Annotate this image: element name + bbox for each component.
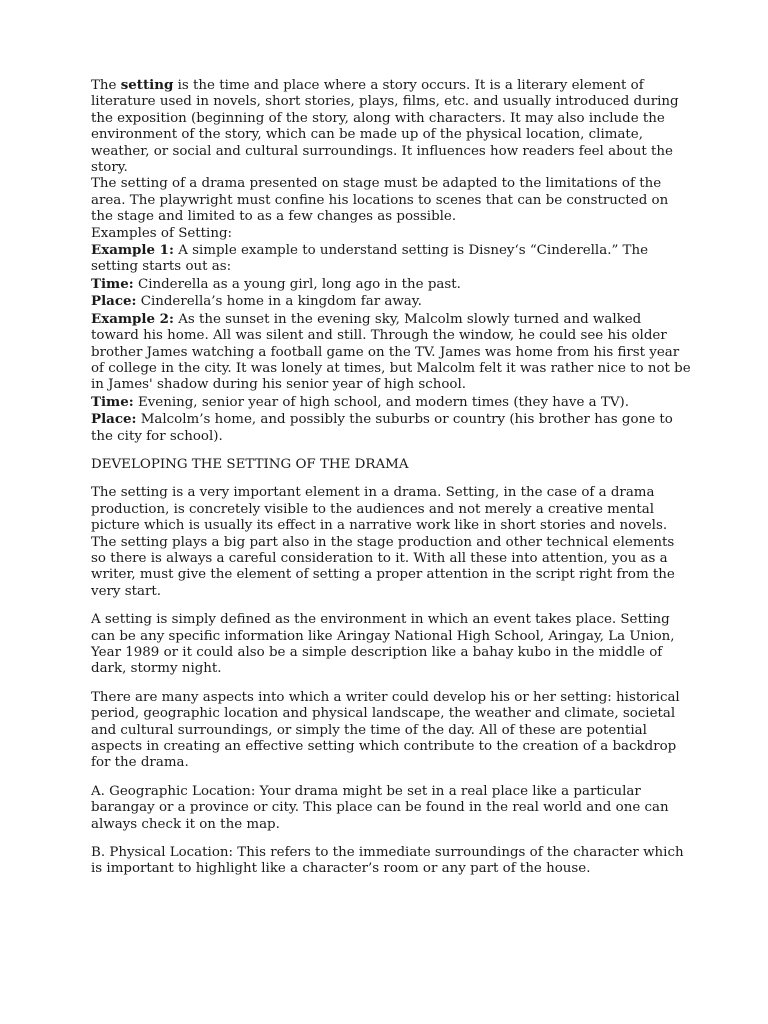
paragraph-aspects: There are many aspects into which a writer could develop his or her setting: historical period, geographic location and physical landscape, the weather and climate, societal and cultural surroundings, or simply the time of the day. All of these are potential aspects in creating an effective setting which contribute to the creation of a backdrop for the drama.: [91, 689, 680, 771]
section-heading: DEVELOPING THE SETTING OF THE DRAMA: [91, 456, 409, 472]
example-2-place-label: Place:: [91, 411, 137, 428]
example-2: [91, 311, 691, 394]
example-2-text: As the sunset in the evening sky, Malcolm slowly turned and walked toward his home. All was silent and still. Through the window, he could see his older brother James watching a football game on the TV. James was home from his first year of college in the city. It was lonely at times, but Malcolm felt it was rather nice to not be in James' shadow during his senior year of high school.: [91, 311, 691, 393]
example-1-time-text: Cinderella as a young girl, long ago in the past.: [133, 276, 461, 292]
example-1-time-label: Time:: [91, 275, 134, 292]
example-1-label: Example 1:: [91, 242, 174, 259]
example-1: [91, 242, 691, 276]
example-2-time-text: Evening, senior year of high school, and modern times (they have a TV).: [133, 394, 629, 410]
paragraph-importance: The setting is a very important element in a drama. Setting, in the case of a drama production, is concretely visible to the audiences and not merely a creative mental picture which is usually its effect in a narrative work like in short stories and novels. The setting plays a big part also in the stage production and other technical elements so there is always a careful consideration to it. With all these into attention, you as a writer, must give the element of setting a proper attention in the script right from the very start.: [91, 485, 675, 599]
paragraph-physical-location: B. Physical Location: This refers to the immediate surroundings of the character which is important to highlight like a character’s room or any part of the house.: [91, 845, 684, 877]
document-page: [91, 77, 691, 878]
intro-term: setting: [120, 77, 174, 93]
example-1-place-text: Cinderella’s home in a kingdom far away.: [136, 294, 422, 310]
stage-paragraph: The setting of a drama presented on stage must be adapted to the limitations of the area. The playwright must confine his locations to scenes that can be constructed on the stage and limited to as a few changes as possible.: [91, 176, 669, 225]
paragraph-definition: A setting is simply defined as the environment in which an event takes place. Setting can be any specific information like Aringay National High School, Aringay, La Union, Year 1989 or it could also be a simple description like a bahay kubo in the middle of dark, stormy night.: [91, 612, 675, 677]
example-2-time-label: Time:: [91, 393, 134, 410]
intro-lead: The: [91, 78, 121, 93]
example-2-time: [91, 394, 691, 411]
example-1-time: [91, 276, 691, 293]
examples-heading: Examples of Setting:: [91, 225, 233, 241]
example-1-place: [91, 293, 691, 310]
example-2-place: [91, 411, 691, 445]
example-2-place-text: Malcolm’s home, and possibly the suburbs or country (his brother has gone to the city for school).: [91, 412, 673, 444]
example-1-place-label: Place:: [91, 293, 137, 310]
example-2-label: Example 2:: [91, 310, 174, 327]
intro-paragraph: [91, 77, 691, 176]
paragraph-geographic-location: A. Geographic Location: Your drama might be set in a real place like a particular barangay or a province or city. This place can be found in the real world and one can always check it on the map.: [91, 783, 669, 832]
example-1-text: A simple example to understand setting is Disney‘s “Cinderella.” The setting starts out as:: [91, 243, 649, 275]
intro-rest: is the time and place where a story occurs. It is a literary element of literature used in novels, short stories, plays, films, etc. and usually introduced during the exposition (beginning of the story, along with characters. It may also include the environment of the story, which can be made up of the physical location, climate, weather, or social and cultural surroundings. It influences how readers feel about the story.: [91, 78, 679, 176]
